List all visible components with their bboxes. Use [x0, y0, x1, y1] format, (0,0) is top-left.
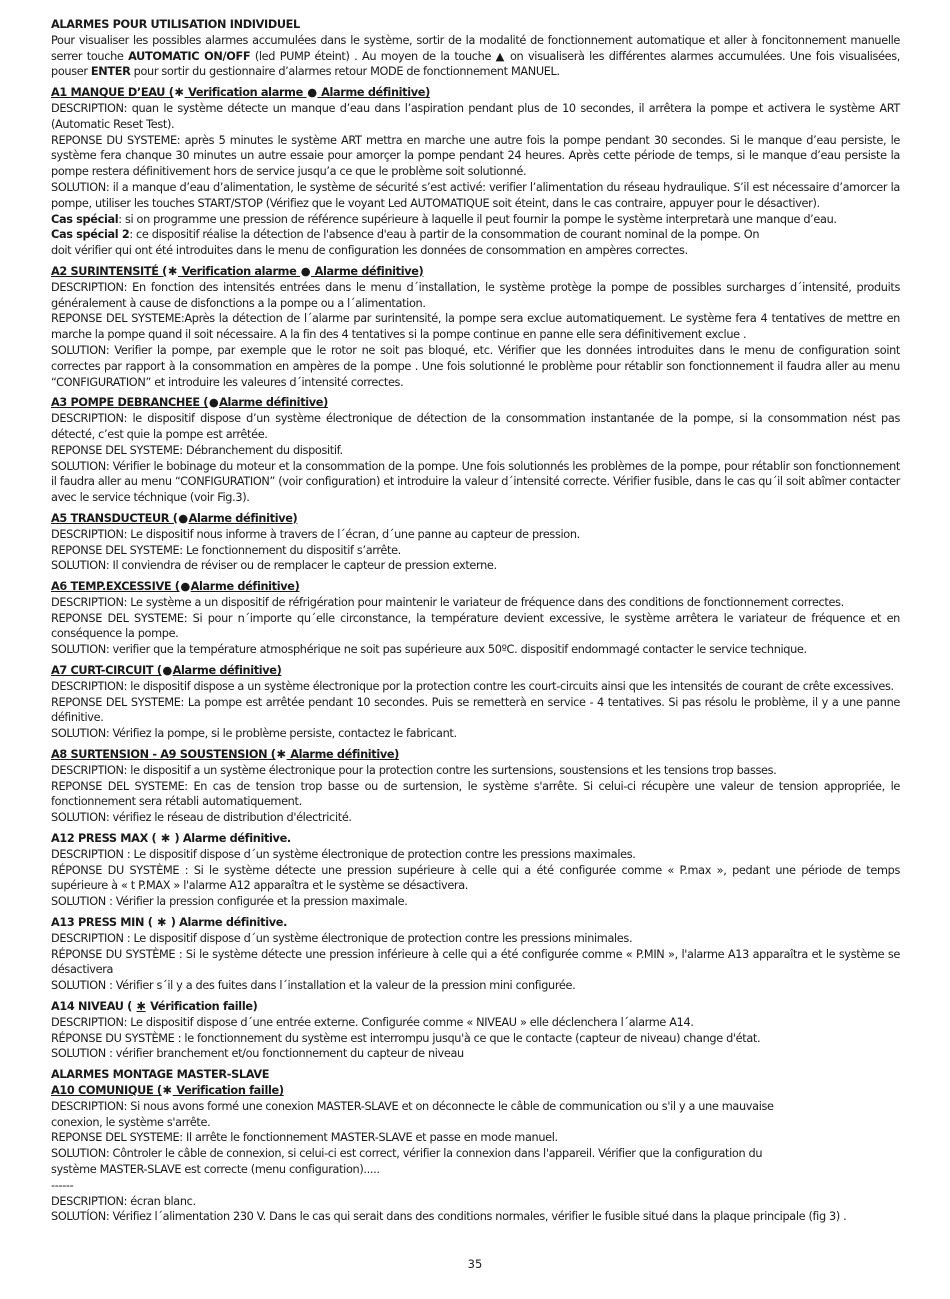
a1-solution: SOLUTION: il a manque d’eau d’alimentation, le système de sécurité s’est activé: verifier l’alimentation du réseau hydraulique. S’il est nécessaire d’amorcer la pompe, utiliser les touches START/STOP (Vérifiez que le voyant Led AUTOMATIQUE soit éteint, dans le cas contraire, appuyer pour le désactiver). [51, 180, 900, 210]
asterisk-icon: ✱ [136, 1000, 146, 1014]
intro-paragraph: Pour visualiser les possibles alarmes accumulées dans le système, sortir de la modalité de fonctionnement automatique et aller à foncitonnement manuelle serrer touche AUTOMATIC ON/OFF (led PUMP éteint) . Au moyen de la touche ▲ on visualiserà les différentes alarmes accumulées. Une fois visualisées, pouser ENTER pour sortir du gestionnaire d’alarmes retour MODE de fonctionnement MANUEL. [51, 33, 900, 79]
bullet-icon: ● [178, 511, 188, 525]
a12-solution: SOLUTION : Vérifier la pression configurée et la pression maximale. [51, 895, 408, 909]
a12-description: DESCRIPTION : Le dispositif dispose d´un système électronique de protection contre les pressions maximales. [51, 847, 636, 861]
a5-solution: SOLUTION: Il conviendra de réviser ou de remplacer le capteur de pression externe. [51, 559, 497, 573]
asterisk-icon: ✱ [162, 1084, 172, 1097]
a6-reponse: REPONSE DEL SYSTEME: Si pour n´importe qu´elle circonstance, la température devient excessive, le système arrêtera le variateur de fréquence et en conséquence la pompe. [51, 611, 900, 641]
a8-solution: SOLUTION: vérifiez le réseau de distribution d'électricité. [51, 811, 352, 825]
bullet-icon: ● [180, 580, 190, 594]
a6-solution: SOLUTION: verifier que la température atmosphérique ne soit pas supérieure aux 50ºC. dispositif endommagé contacter le service technique. [51, 643, 807, 657]
a3-title: A3 POMPE DEBRANCHEE (●Alarme définitive) [51, 396, 328, 410]
a12-title: A12 PRESS MAX ( ✱ ) Alarme définitive. [51, 832, 291, 846]
a14-description: DESCRIPTION: Le dispositif dispose d´une entrée externe. Configurée comme « NIVEAU » elle déclenchera l´alarme A14. [51, 1015, 694, 1029]
a14-reponse: RÉPONSE DU SYSTÈME : le fonctionnement du système est interrompu jusqu'à ce que le contacte (capteur de niveau) change d'état. [51, 1031, 761, 1045]
a3-description: DESCRIPTION: le dispositif dispose d’un système électronique de détection de la consommation instantanée de la pompe, si la consommation nést pas détecté, c’est quie la pompe est arrêtée. [51, 412, 900, 441]
bullet-icon: ● [307, 86, 317, 100]
a1-cas-special-2-cont: doit vérifier qui ont été introduites dans le menu de configuration les données de consommation en ampères correctes. [51, 244, 688, 258]
bullet-icon: ● [300, 264, 311, 278]
a8-reponse: REPONSE DEL SYSTEME: En cas de tension trop basse ou de surtension, le système s'arrête. Si celui-ci récupère une valeur de tension appropriée, le fonctionnement sera rétabli automatiquement. [51, 779, 900, 809]
a10-description: DESCRIPTION: Si nous avons formé une conexion MASTER-SLAVE et on déconnecte le câble de communication ou s'il y a une mauvaise [51, 1099, 774, 1113]
blank-screen-description: DESCRIPTION: écran blanc. [51, 1194, 196, 1208]
bullet-icon: ● [162, 664, 172, 678]
a6-title: A6 TEMP.EXCESSIVE (●Alarme définitive) [51, 580, 300, 594]
master-slave-heading: ALARMES MONTAGE MASTER-SLAVE [51, 1068, 270, 1082]
a10-solution-cont: système MASTER-SLAVE est correcte (menu configuration)..... [51, 1162, 380, 1176]
a10-solution: SOLUTION: Côntroler le câble de connexion, si celui-ci est correct, vérifier la connexion dans l'appareil. Vérifier que la configuration du [51, 1147, 763, 1161]
a5-reponse: REPONSE DEL SYSTEME: Le fonctionnement du dispositif s’arrête. [51, 543, 401, 557]
a10-reponse: REPONSE DEL SYSTEME: Il arrête le fonctionnement MASTER-SLAVE et passe en mode manuel. [51, 1131, 558, 1145]
asterisk-icon: ✱ [167, 264, 178, 278]
up-arrow-icon: ▲ [495, 49, 506, 63]
a12-reponse: RÉPONSE DU SYSTÈME : Si le système détecte une pression supérieure à celle qui a été configurée comme « P.max », pedant une période de temps supérieure à « t P.MAX » l'alarme A12 apparaîtra et le système se désactivera. [51, 863, 900, 893]
blank-screen-solution: SOLUTÍON: Vérifiez l´alimentation 230 V. Dans le cas qui serait dans des conditions normales, vérifier le fusible situé dans la plaque principale (fig 3) . [51, 1210, 847, 1224]
a14-solution: SOLUTION : vérifier branchement et/ou fonctionnement du capteur de niveau [51, 1047, 464, 1061]
a1-description: DESCRIPTION: quan le système détecte un manque d’eau dans l’aspiration pendant plus de 10 secondes, il arrêtera la pompe et activera le système ART (Automatic Reset Test). [51, 101, 900, 131]
a13-solution: SOLUTION : Vérifier s´il y a des fuites dans l´installation et la valeur de la pression mini configurée. [51, 979, 576, 993]
asterisk-icon: ✱ [157, 916, 167, 930]
a5-title: A5 TRANSDUCTEUR (●Alarme définitive) [51, 511, 298, 525]
a6-description: DESCRIPTION: Le système a un dispositif de réfrigération pour maintenir le variateur de fréquence dans des conditions de fonctionnement correctes. [51, 595, 844, 609]
a3-reponse: REPONSE DEL SYSTEME: Débranchement du dispositif. [51, 443, 343, 457]
asterisk-icon: ✱ [160, 832, 170, 846]
a8-description: DESCRIPTION: le dispositif a un système électronique pour la protection contre les surtensions, soustensions et les tensions trop basses. [51, 763, 777, 777]
a7-description: DESCRIPTION: le dispositif dispose a un système électronique por la protection contre les court-circuits ainsi que les intensités de courant de crête excessives. [51, 679, 894, 693]
a14-title: A14 NIVEAU ( ✱ Vérification faille) [51, 1000, 258, 1014]
a7-title: A7 CURT-CIRCUIT (●Alarme définitive) [51, 664, 282, 678]
a2-description: DESCRIPTION: En fonction des intensités entrées dans le menu d´installation, le système protège la pompe de possibles surcharges d´intensité, produits généralement à cause de disfonctions a la pompe ou a l´alimentation. [51, 280, 900, 310]
intro-title: ALARMES POUR UTILISATION INDIVIDUEL [51, 18, 300, 31]
a1-cas-special-1: Cas spécial: si on programme une pression de référence supérieure à laquelle il peut fournir la pompe le système interpretarà une manque d’eau. [51, 212, 837, 226]
a13-reponse: RÉPONSE DU SYSTÈME : Si le système détecte une pression inférieure à celle qui a été configurée comme « P.MIN », l'alarme A13 apparaîtra et le système se désactivera [51, 947, 900, 977]
a7-reponse: REPONSE DEL SYSTEME: La pompe est arrêtée pendant 10 secondes. Puis se remetterà en service - 4 tentatives. Si pas résolu le problème, il y a une panne définitive. [51, 695, 900, 725]
asterisk-icon: ✱ [174, 86, 184, 100]
bullet-icon: ● [208, 396, 219, 410]
a2-solution: SOLUTION: Verifier la pompe, par exemple que le rotor ne soit pas bloqué, etc. Vérifier que les données introduites dans le menu de configuration soint correctes par rapport à la consommation en ampères de la pompe . Une fois solutionné le problème pour rétablir son fonctionnement il faudra aller au menu “CONFIGURATION” et introduire les valeures d´intensité correctes. [51, 343, 900, 389]
a1-reponse: REPONSE DU SYSTEME: après 5 minutes le système ART mettra en marche une autre fois la pompe pendant 30 secondes. Si le manque d’eau persiste, le système fera chanque 30 minutes un autre essaie pour amorçer la pompe pendant 24 heures. Après cette période de temps, si le manque d’eau persiste la pompe restera définitivement hors de service jusqu’a ce que le problème soit solutionné. [51, 133, 900, 179]
a13-description: DESCRIPTION : Le dispositif dispose d´un système électronique de protection contre les pressions minimales. [51, 931, 633, 945]
separator-text: ------ [51, 1178, 74, 1192]
a10-title: A10 COMUNIQUE (✱ Verification faille) [51, 1084, 284, 1097]
a2-reponse: REPONSE DEL SYSTEME:Après la détection de l´alarme par surintensité, la pompe sera exclue automatiquement. Le système fera 4 tentatives de mettre en marche la pompe quand il soit nécessaire. A la fin des 4 tentatives si la pompe continue en panne elle sera définitivement exclue . [51, 312, 900, 342]
a13-title: A13 PRESS MIN ( ✱ ) Alarme définitive. [51, 916, 288, 930]
a2-title: A2 SURINTENSITÉ (✱ Verification alarme ● Alarme définitive) [51, 264, 424, 278]
a7-solution: SOLUTION: Vérifiez la pompe, si le problème persiste, contactez le fabricant. [51, 727, 457, 741]
a5-description: DESCRIPTION: Le dispositif nous informe à travers de l´écran, d´une panne au capteur de pression. [51, 527, 580, 541]
a3-solution: SOLUTION: Vérifier le bobinage du moteur et la consommation de la pompe. Une fois solutionnés les problèmes de la pompe, pour rétablir son fonctionnement il faudra aller au menu “CONFIGURATION” (voir configuration) et introduire la valeur d´intensité correcte. Vérifier fusible, dans le cas qu´il soit abîmer contacter avec le service téchnique (voir Fig.3). [51, 459, 900, 505]
a10-description-cont: conexion, le système s'arrête. [51, 1115, 211, 1129]
a1-title: A1 MANQUE D’EAU (✱ Verification alarme ● Alarme définitive) [51, 86, 430, 100]
page-content [51, 17, 900, 1225]
page-number: 35 [467, 1257, 483, 1271]
a8-a9-title: A8 SURTENSION - A9 SOUSTENSION (✱ Alarme définitive) [51, 748, 399, 762]
a1-cas-special-2: Cas spécial 2: ce dispositif réalise la détection de l'absence d'eau à partir de la consommation de courant nominal de la pompe. On [51, 228, 760, 242]
asterisk-icon: ✱ [276, 748, 286, 762]
